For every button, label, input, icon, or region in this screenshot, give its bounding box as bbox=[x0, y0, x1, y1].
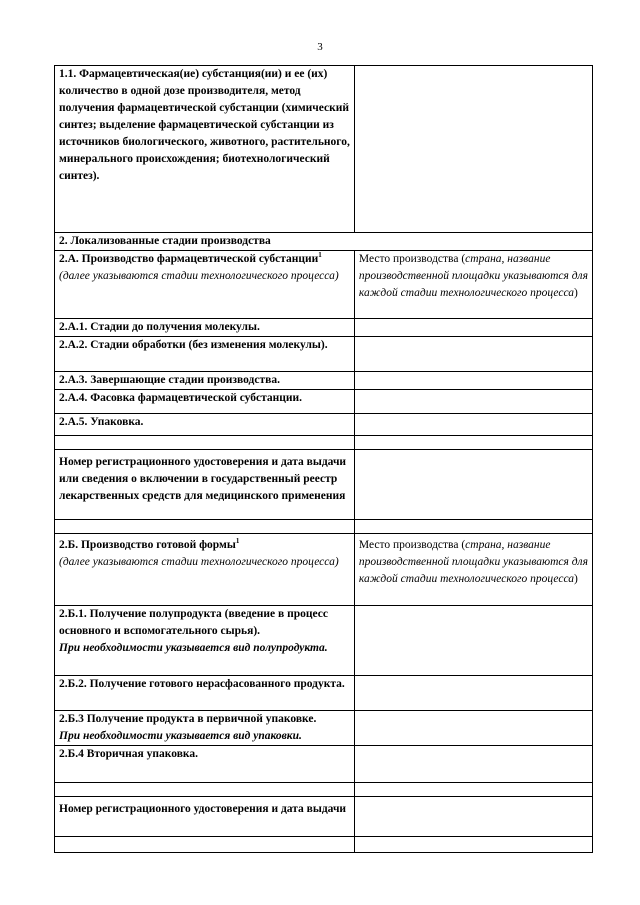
production-form-table bbox=[54, 65, 593, 853]
registration-label-2a: Номер регистрационного удостоверения и дата выдачи или сведения о включении в государственный реестр лекарственных средств для медицинского применения bbox=[55, 450, 355, 520]
stage-2b2-value[interactable] bbox=[354, 676, 592, 711]
stage-2a2-label: 2.А.2. Стадии обработки (без изменения молекулы). bbox=[55, 337, 355, 372]
stage-2b3-value[interactable] bbox=[354, 711, 592, 746]
stage-2b2-label: 2.Б.2. Получение готового нерасфасованного продукта. bbox=[55, 676, 355, 711]
table-row bbox=[55, 746, 593, 783]
stage-2b1-note: При необходимости указывается вид полупродукта. bbox=[59, 642, 328, 654]
place-prefix: Место производства ( bbox=[358, 253, 466, 265]
stage-2a1-label: 2.А.1. Стадии до получения молекулы. bbox=[55, 319, 355, 337]
stage-2a2-value[interactable] bbox=[354, 337, 592, 372]
table-row bbox=[55, 251, 593, 319]
localized-stages-heading: 2. Локализованные стадии производства bbox=[55, 233, 593, 251]
stage-2b3-text: 2.Б.3 Получение продукта в первичной упаковке. bbox=[59, 713, 317, 725]
table-row bbox=[55, 319, 593, 337]
stage-2a3-label: 2.А.3. Завершающие стадии производства. bbox=[55, 372, 355, 390]
table-row bbox=[55, 66, 593, 233]
table-row bbox=[55, 606, 593, 676]
stage-2b1-value[interactable] bbox=[354, 606, 592, 676]
production-place-header bbox=[354, 251, 592, 319]
place-prefix: Место производства ( bbox=[358, 539, 466, 551]
place-suffix: ) bbox=[574, 573, 578, 585]
empty-cell bbox=[354, 520, 592, 534]
table-row bbox=[55, 711, 593, 746]
table-row bbox=[55, 450, 593, 520]
stage-2b1-label bbox=[55, 606, 355, 676]
stage-2a4-value[interactable] bbox=[354, 390, 592, 414]
footnote-mark: 1 bbox=[235, 537, 240, 546]
table-row bbox=[55, 233, 593, 251]
stage-2b4-value[interactable] bbox=[354, 746, 592, 783]
stage-2a5-label: 2.А.5. Упаковка. bbox=[55, 414, 355, 436]
table-row bbox=[55, 337, 593, 372]
table-row bbox=[55, 837, 593, 853]
substance-section-value[interactable] bbox=[354, 66, 592, 233]
empty-cell bbox=[354, 783, 592, 797]
place-suffix: ) bbox=[574, 287, 578, 299]
empty-cell bbox=[354, 837, 592, 853]
empty-cell bbox=[354, 436, 592, 450]
registration-value-2a[interactable] bbox=[354, 450, 592, 520]
substance-production-title: 2.А. Производство фармацевтической субстанции bbox=[59, 253, 319, 265]
table-row bbox=[55, 783, 593, 797]
table-row bbox=[55, 534, 593, 606]
stage-2a4-label: 2.А.4. Фасовка фармацевтической субстанции. bbox=[55, 390, 355, 414]
empty-cell bbox=[55, 837, 355, 853]
stage-2a3-value[interactable] bbox=[354, 372, 592, 390]
production-place-header-2b bbox=[354, 534, 592, 606]
stage-2b3-label bbox=[55, 711, 355, 746]
finished-form-title: 2.Б. Производство готовой формы bbox=[59, 539, 236, 551]
table-row bbox=[55, 520, 593, 534]
stage-2a5-value[interactable] bbox=[354, 414, 592, 436]
stage-2b3-note: При необходимости указывается вид упаковки. bbox=[59, 730, 302, 742]
registration-value-2b[interactable] bbox=[354, 797, 592, 837]
table-row bbox=[55, 372, 593, 390]
empty-cell bbox=[55, 520, 355, 534]
registration-label-2b: Номер регистрационного удостоверения и дата выдачи bbox=[55, 797, 355, 837]
table-row bbox=[55, 414, 593, 436]
finished-form-label bbox=[55, 534, 355, 606]
footnote-mark: 1 bbox=[318, 251, 322, 260]
place-note: страна, название производственной площадки указываются для каждой стадии технологического процесса bbox=[358, 539, 588, 585]
substance-production-label bbox=[55, 251, 355, 319]
place-note: страна, название производственной площадки указываются для каждой стадии технологического процесса bbox=[358, 253, 588, 299]
table-row bbox=[55, 797, 593, 837]
finished-form-note: (далее указываются стадии технологического процесса) bbox=[59, 556, 339, 568]
stage-2b1-text: 2.Б.1. Получение полупродукта (введение в процесс основного и вспомогательного сырья). bbox=[59, 608, 328, 637]
table-row bbox=[55, 436, 593, 450]
stage-2a1-value[interactable] bbox=[354, 319, 592, 337]
empty-cell bbox=[55, 783, 355, 797]
page-number: 3 bbox=[317, 41, 323, 53]
table-row bbox=[55, 390, 593, 414]
substance-production-note: (далее указываются стадии технологического процесса) bbox=[59, 270, 339, 282]
empty-cell bbox=[55, 436, 355, 450]
stage-2b4-label: 2.Б.4 Вторичная упаковка. bbox=[55, 746, 355, 783]
substance-section-label: 1.1. Фармацевтическая(ие) субстанция(ии) и ее (их) количество в одной дозе производителя, метод получения фармацевтической субстанции (химический синтез; выделение фармацевтической субстанции из источников биологического, животного, растительного, минерального происхождения; биотехнологический синтез). bbox=[55, 66, 355, 233]
table-row bbox=[55, 676, 593, 711]
